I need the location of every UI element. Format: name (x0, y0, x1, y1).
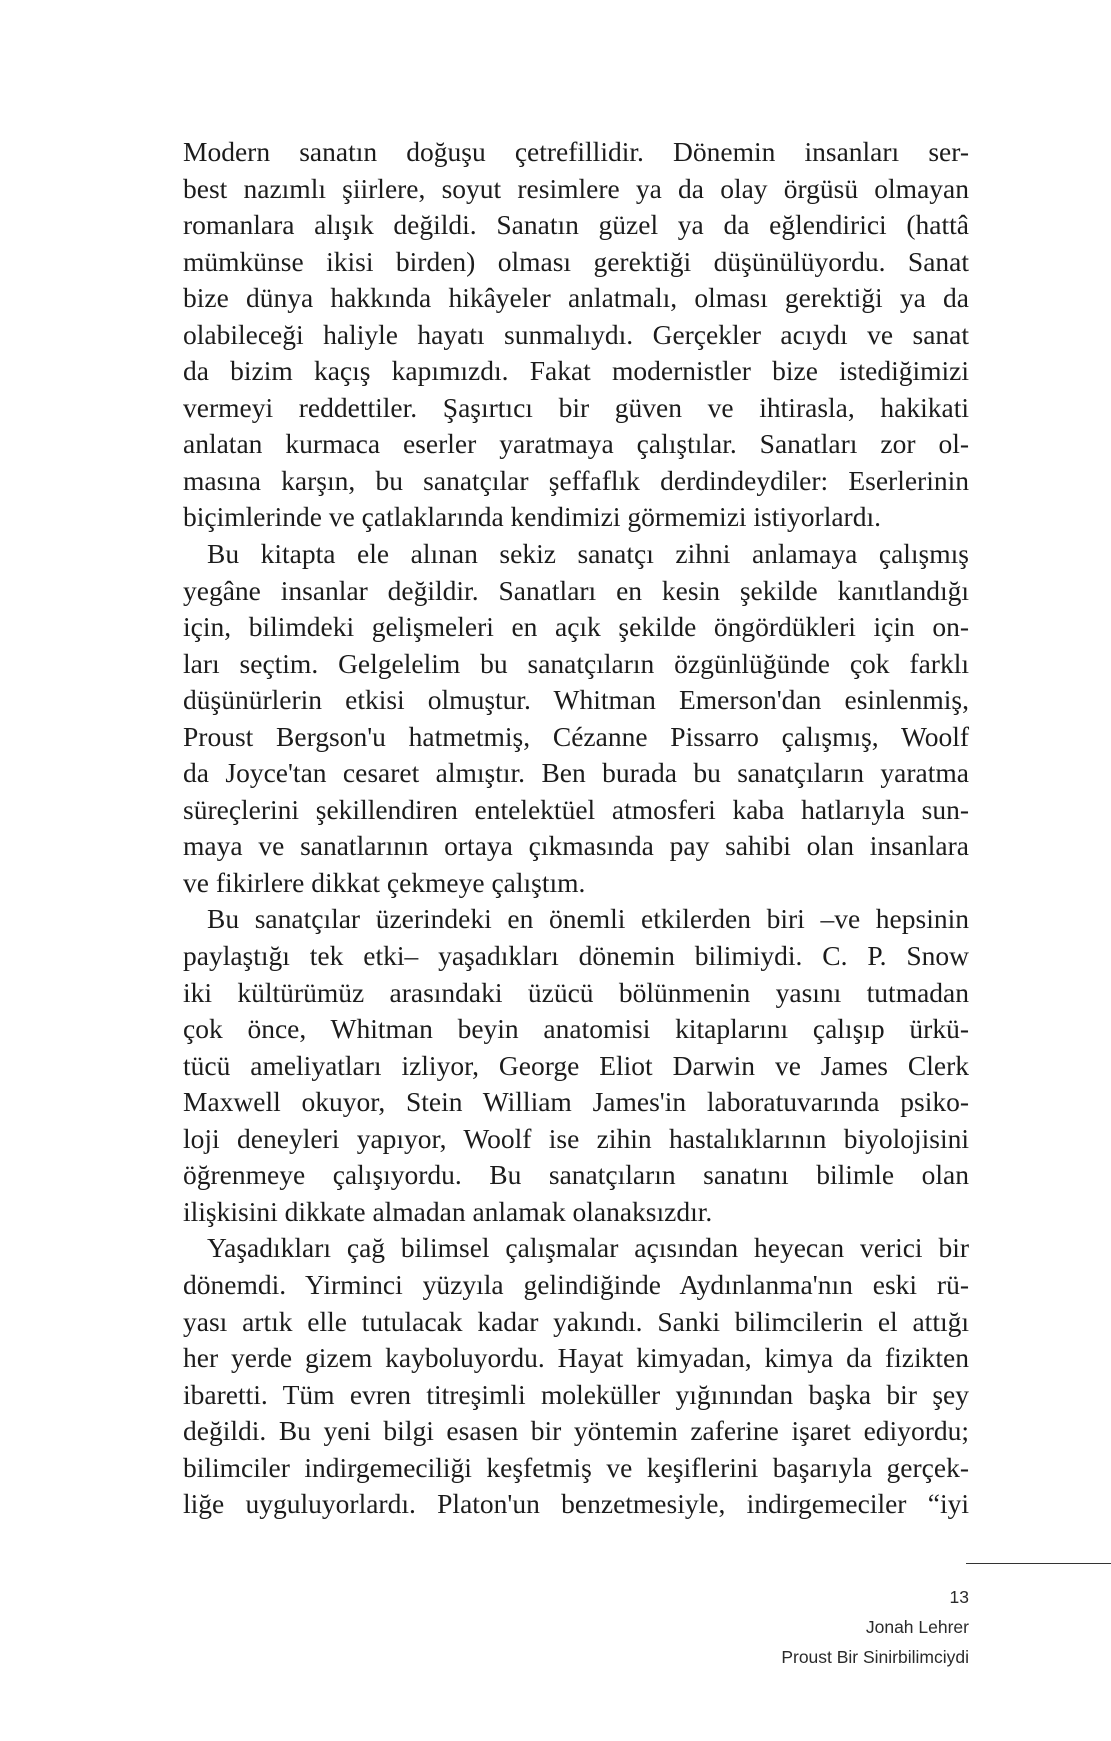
text-line: anlatan kurmaca eserler yaratmaya çalıştılar. Sanatları zor ol- (183, 428, 969, 460)
text-line: mümkünse ikisi birden) olması gerektiği düşünülüyordu. Sanat (183, 245, 969, 277)
text-line: da Joyce'tan cesaret almıştır. Ben burada bu sanatçıların yaratma (183, 757, 969, 789)
text-line: da bizim kaçış kapımızdı. Fakat modernistler bize istediğimizi (183, 355, 969, 387)
text-line: loji deneyleri yapıyor, Woolf ise zihin hastalıklarının biyolojisini (183, 1122, 969, 1154)
author-name: Jonah Lehrer (865, 1617, 969, 1637)
text-line: Modern sanatın doğuşu çetrefillidir. Dönemin insanları ser- (183, 136, 969, 167)
text-line: Yaşadıkları çağ bilimsel çalışmalar açısından heyecan verici bir (207, 1232, 969, 1264)
text-line: masına karşın, bu sanatçılar şeffaflık derdindeydiler: Eserlerinin (183, 464, 969, 496)
footer-rule (966, 1563, 1111, 1564)
text-line: bilimciler indirgemeciliği keşfetmiş ve keşiflerini başarıyla gerçek- (183, 1451, 969, 1483)
paragraph (183, 134, 969, 536)
text-line: yası artık elle tutulacak kadar yakındı. Sanki bilimcilerin el attığı (183, 1305, 969, 1337)
text-line: biçimlerinde ve çatlaklarında kendimizi görmemizi istiyorlardı. (183, 501, 881, 533)
page-number: 13 (949, 1587, 969, 1607)
paragraph (183, 536, 969, 901)
text-line: romanlara alışık değildi. Sanatın güzel ya da eğlendirici (hattâ (183, 209, 969, 241)
text-line: Proust Bergson'u hatmetmiş, Cézanne Pissarro çalışmış, Woolf (183, 720, 969, 752)
text-line: best nazımlı şiirlere, soyut resimlere ya da olay örgüsü olmayan (183, 172, 969, 204)
text-line: Bu sanatçılar üzerindeki en önemli etkilerden biri –ve hepsinin (207, 903, 969, 935)
body-text (183, 134, 969, 1523)
text-line: tücü ameliyatları izliyor, George Eliot Darwin ve James Clerk (183, 1049, 969, 1081)
text-line: liğe uyguluyorlardı. Platon'un benzetmesiyle, indirgemeciler “iyi (183, 1488, 969, 1520)
text-line: vermeyi reddettiler. Şaşırtıcı bir güven ve ihtirasla, hakikati (183, 391, 969, 423)
text-line: her yerde gizem kayboluyordu. Hayat kimyadan, kimya da fizikten (183, 1342, 969, 1374)
text-line: öğrenmeye çalışıyordu. Bu sanatçıların sanatını bilimle olan (183, 1159, 969, 1191)
page-footer (781, 1582, 969, 1672)
text-line: ve fikirlere dikkat çekmeye çalıştım. (183, 866, 586, 898)
paragraph (183, 901, 969, 1230)
text-line: olabileceği haliyle hayatı sunmalıydı. Gerçekler acıydı ve sanat (183, 318, 969, 350)
text-line: Maxwell okuyor, Stein William James'in laboratuvarında psiko- (183, 1086, 969, 1118)
text-line: maya ve sanatlarının ortaya çıkmasında pay sahibi olan insanlara (183, 830, 969, 862)
text-line: ilişkisini dikkate almadan anlamak olanaksızdır. (183, 1195, 713, 1227)
text-line: ları seçtim. Gelgelelim bu sanatçıların özgünlüğünde çok farklı (183, 647, 969, 679)
text-line: bize dünya hakkında hikâyeler anlatmalı, olması gerektiği ya da (183, 282, 969, 314)
paragraph (183, 1230, 969, 1522)
text-line: için, bilimdeki gelişmeleri en açık şekilde öngördükleri için on- (183, 611, 969, 643)
text-line: düşünürlerin etkisi olmuştur. Whitman Emerson'dan esinlenmiş, (183, 684, 969, 716)
text-line: ibaretti. Tüm evren titreşimli moleküller yığınından başka bir şey (183, 1378, 969, 1410)
text-line: dönemdi. Yirminci yüzyıla gelindiğinde Aydınlanma'nın eski rü- (183, 1268, 969, 1300)
text-line: Bu kitapta ele alınan sekiz sanatçı zihni anlamaya çalışmış (207, 538, 969, 570)
text-line: iki kültürümüz arasındaki üzücü bölünmenin yasını tutmadan (183, 976, 969, 1008)
book-title: Proust Bir Sinirbilimciydi (781, 1647, 969, 1667)
paragraph-container (183, 134, 969, 1523)
text-line: yegâne insanlar değildir. Sanatları en kesin şekilde kanıtlandığı (183, 574, 969, 606)
text-line: değildi. Bu yeni bilgi esasen bir yöntemin zaferine işaret ediyordu; (183, 1415, 969, 1447)
text-line: çok önce, Whitman beyin anatomisi kitaplarını çalışıp ürkü- (183, 1013, 969, 1045)
text-line: paylaştığı tek etki– yaşadıkları dönemin bilimiydi. C. P. Snow (183, 940, 969, 972)
text-line: süreçlerini şekillendiren entelektüel atmosferi kaba hatlarıyla sun- (183, 793, 969, 825)
